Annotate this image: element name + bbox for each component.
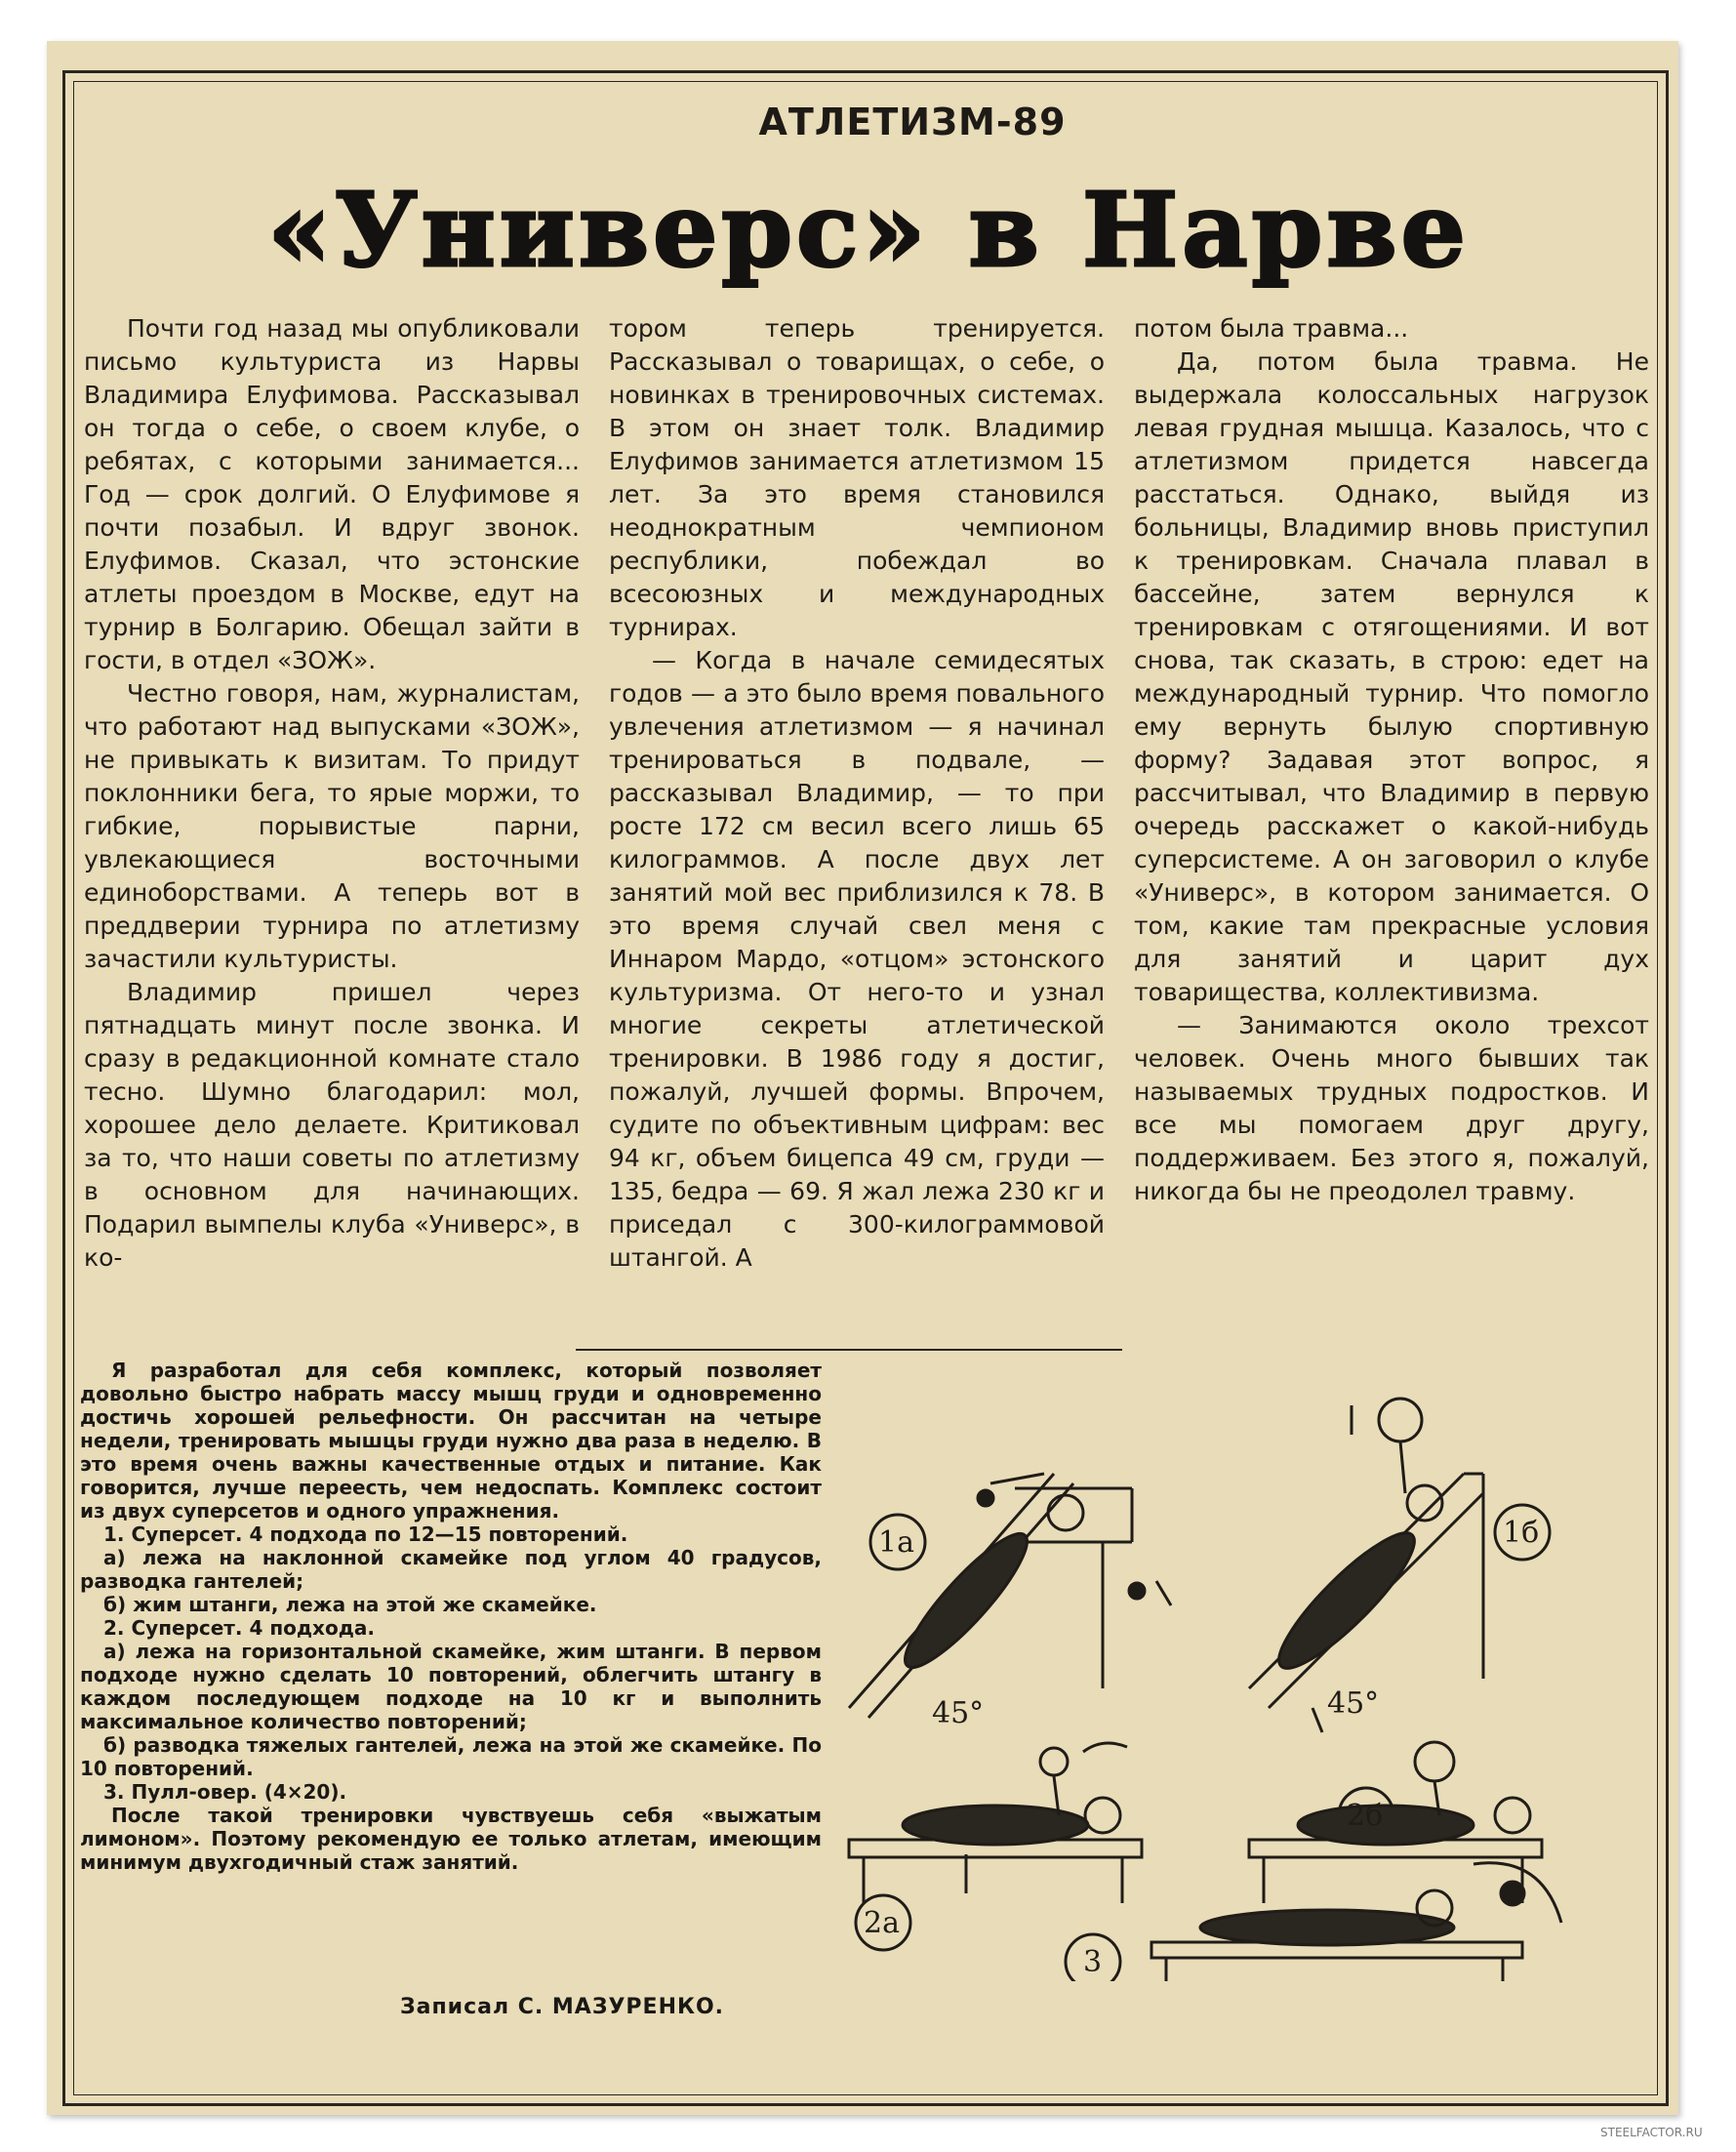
- paragraph: тором теперь тренируется. Рассказывал о товарищах, о себе, о новинках в тренировочных системах. В этом он знает толк. Владимир Елуфимов занимается атлетизмом 15 лет. За это время становился неоднократным чемпионом республики, побеждал во всесоюзных и международных турнирах.: [609, 314, 1105, 641]
- angle-label-1a: 45°: [932, 1696, 985, 1730]
- sidebar-intro: Я разработал для себя комплекс, который позволяет довольно быстро набрать массу мышц груди и одновременно достичь хорошей рельефности. Он рассчитан на четыре недели, тренировать мышцы груди нужно два раза в неделю. В это время очень важны качественные отдых и питание. Как говорится, лучше переесть, чем недоспать. Комплекс состоит из двух суперсетов и одного упражнения.: [80, 1359, 822, 1523]
- byline: Записал С. МАЗУРЕНКО.: [400, 1995, 725, 2019]
- sidebar-item: б) жим штанги, лежа на этой же скамейке.: [103, 1593, 597, 1616]
- watermark: STEELFACTOR.RU: [1600, 2126, 1703, 2139]
- sidebar-item: а) лежа на горизонтальной скамейке, жим штанги. В первом подходе нужно сделать 10 повторений, облегчить штангу в каждом последующем подходе на 10 кг и выполнить максимальное количество повторений;: [80, 1640, 822, 1733]
- sidebar-item: а) лежа на наклонной скамейке под углом 40 градусов, разводка гантелей;: [80, 1546, 822, 1593]
- sidebar-item: 1. Суперсет. 4 подхода по 12—15 повторений.: [103, 1523, 628, 1546]
- article-column-2: [609, 312, 1105, 1327]
- angle-label-1b: 45°: [1327, 1686, 1380, 1721]
- exercise-figure-2b: [1249, 1742, 1542, 1903]
- article-column-1: [84, 312, 580, 1327]
- figure-label-3: 3: [1083, 1945, 1103, 1979]
- figure-label-2a: 2а: [864, 1906, 900, 1940]
- figure-label-2b: 2б: [1347, 1799, 1384, 1833]
- exercise-figure-1b: [1249, 1399, 1550, 1732]
- paragraph: — Занимаются около трехсот человек. Очень много бывших так называемых трудных подростков. И все мы помогаем друг другу, поддерживаем. Без этого я, пожалуй, никогда бы не преодолел травму.: [1134, 1011, 1649, 1205]
- article-column-3: [1134, 312, 1649, 1327]
- paragraph: Владимир пришел через пятнадцать минут после звонка. И сразу в редакционной комнате стало тесно. Шумно благодарил: мол, хорошее дело делаете. Критиковал за то, что наши советы по атлетизму в основном для начинающих. Подарил вымпелы клуба «Универс», в ко-: [84, 978, 580, 1272]
- paragraph: Честно говоря, нам, журналистам, что работают над выпусками «ЗОЖ», не привыкать к визитам. То придут поклонники бега, то ярые моржи, то гибкие, порывистые парни, увлекающиеся восточными единоборствами. А теперь вот в преддверии турнира по атлетизму зачастили культуристы.: [84, 679, 580, 973]
- figure-label-1a: 1а: [878, 1525, 914, 1560]
- paragraph: потом была травма...: [1134, 314, 1409, 343]
- sidebar-item: б) разводка тяжелых гантелей, лежа на этой же скамейке. По 10 повторений.: [80, 1733, 822, 1780]
- sidebar-item: 3. Пулл-овер. (4×20).: [103, 1780, 347, 1804]
- exercise-figure-1a: [849, 1474, 1171, 1718]
- rubric: АТЛЕТИЗМ-89: [722, 98, 1103, 146]
- paragraph: Да, потом была травма. Не выдержала колоссальных нагрузок левая грудная мышца. Казалось, что с атлетизмом придется навсегда расстаться. Однако, выйдя из больницы, Владимир вновь приступил к тренировкам. Сначала плавал в бассейне, затем вернулся к тренировкам с отягощениями. И вот снова, так сказать, в строю: едет на международный турнир. Что помогло ему вернуть былую спортивную форму? Задавая этот вопрос, я рассчитывал, что Владимир в первую очередь расскажет о какой-нибудь суперсистеме. А он заговорил о клубе «Универс», в котором занимается. О том, какие там прекрасные условия для занятий и царит дух товарищества, коллективизма.: [1134, 347, 1649, 1006]
- section-divider: [576, 1349, 1122, 1351]
- exercise-figure-3: [1066, 1863, 1561, 1981]
- sidebar-outro: После такой тренировки чувствуешь себя «выжатым лимоном». Поэтому рекомендую ее только атлетам, имеющим минимум двухгодичный стаж занятий.: [80, 1804, 822, 1874]
- paragraph: Почти год назад мы опубликовали письмо культуриста из Нарвы Владимира Елуфимова. Рассказывал он тогда о себе, о своем клубе, о ребятах, с которыми занимается... Год — срок долгий. О Елуфимове я почти позабыл. И вдруг звонок. Елуфимов. Сказал, что эстонские атлеты проездом в Москве, едут на турнир в Болгарию. Обещал зайти в гости, в отдел «ЗОЖ».: [84, 314, 580, 674]
- training-sidebar: [80, 1359, 822, 1874]
- exercise-illustration: [839, 1396, 1639, 1981]
- sidebar-item: 2. Суперсет. 4 подхода.: [103, 1616, 375, 1640]
- headline: «Универс» в Нарве: [267, 170, 1470, 290]
- paragraph: — Когда в начале семидесятых годов — а это было время повального увлечения атлетизмом — я начинал тренироваться в подвале, — рассказывал Владимир, — то при росте 172 см весил всего лишь 65 килограммов. А после двух лет занятий мой вес приблизился к 78. В это время случай свел меня с Иннаром Мардо, «отцом» эстонского культуризма. От него-то и узнал многие секреты атлетической тренировки. В 1986 году я достиг, пожалуй, лучшей формы. Впрочем, судите по объективным цифрам: вес 94 кг, объем бицепса 49 см, груди — 135, бедра — 69. Я жал лежа 230 кг и приседал с 300-килограммовой штангой. А: [609, 646, 1105, 1272]
- figure-label-1b: 1б: [1503, 1516, 1540, 1550]
